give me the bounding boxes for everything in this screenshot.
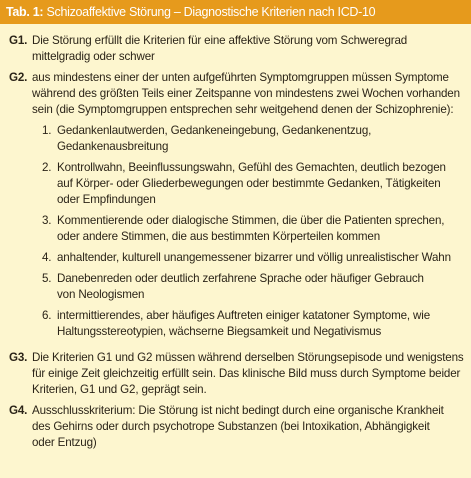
table-title-bar [0, 0, 471, 24]
text-line: oder Entzug) [32, 436, 97, 449]
item-text [57, 123, 471, 155]
text-line: Kontrollwahn, Beeinflussungswahn, Gefühl des Gemachten, deutlich bezogen [57, 161, 446, 174]
symptom-group-item [32, 308, 471, 340]
item-number: 4. [42, 251, 52, 264]
criterion-label: G3. [9, 351, 28, 364]
criteria-list [0, 24, 471, 451]
item-text [57, 160, 471, 208]
table-title: Schizoaffektive Störung – Diagnostische Kriterien nach ICD-10 [46, 5, 376, 19]
text-line: von Neologismen [57, 288, 145, 301]
criterion-g3 [9, 350, 471, 398]
text-line: aus mindestens einer der unten aufgeführten Symptomgruppen müssen Symptome [32, 71, 449, 84]
item-number: 2. [42, 161, 52, 174]
text-line: Gedankenlautwerden, Gedankeneingebung, Gedankenentzug, [57, 124, 372, 137]
text-line: Die Störung erfüllt die Kriterien für eine affektive Störung vom Schweregrad [32, 34, 408, 47]
text-line: oder Empfindungen [57, 193, 156, 206]
symptom-group-list [32, 123, 471, 340]
text-line: Ausschlusskriterium: Die Störung ist nicht bedingt durch eine organische Krankheit [32, 404, 444, 417]
text-line: Kommentierende oder dialogische Stimmen, die über die Patienten sprechen, [57, 214, 445, 227]
criterion-label: G2. [9, 71, 28, 84]
item-number: 3. [42, 214, 52, 227]
text-line: intermittierendes, aber häufiges Auftreten einiger katatoner Symptome, wie [57, 309, 430, 322]
criterion-label: G1. [9, 34, 28, 47]
text-line: oder andere Stimmen, die aus bestimmten Körperteilen kommen [57, 230, 381, 243]
item-number: 5. [42, 272, 52, 285]
item-text [57, 250, 471, 266]
criterion-text [32, 350, 471, 398]
symptom-group-item [32, 160, 471, 208]
item-text [57, 213, 471, 245]
table-number: Tab. 1: [6, 5, 44, 19]
text-line: für einige Zeit gleichzeitig erfüllt sein. Das klinische Bild muss durch Symptome beider [32, 367, 461, 380]
text-line: Die Kriterien G1 und G2 müssen während derselben Störungsepisode und wenigstens [32, 351, 464, 364]
criterion-label: G4. [9, 404, 28, 417]
criterion-g4 [9, 403, 471, 451]
item-text [57, 308, 471, 340]
text-line: Kriterien, G1 und G2, geprägt sein. [32, 383, 207, 396]
criterion-text [32, 33, 471, 65]
item-number: 6. [42, 309, 52, 322]
symptom-group-item [32, 213, 471, 245]
text-line: während des größten Teils einer Zeitspanne von mindestens zwei Wochen vorhanden [32, 87, 460, 100]
text-line: anhaltender, kulturell unangemessener bizarrer und völlig unrealistischer Wahn [57, 251, 451, 264]
symptom-group-item [32, 271, 471, 303]
criterion-text [32, 403, 471, 451]
text-line: mittelgradig oder schwer [32, 50, 155, 63]
text-line: Haltungsstereotypien, wächserne Biegsamkeit und Negativismus [57, 325, 382, 338]
text-line: auf Körper- oder Gliederbewegungen oder bestimmte Gedanken, Tätigkeiten [57, 177, 441, 190]
item-text [57, 271, 471, 303]
criterion-g2 [9, 70, 471, 345]
text-line: sein (die Symptomgruppen entsprechen sehr weitgehend denen der Schizophrenie): [32, 103, 454, 116]
text-line: Gedankenausbreitung [57, 140, 169, 153]
text-line: des Gehirns oder durch psychotrope Substanzen (bei Intoxikation, Abhängigkeit [32, 420, 430, 433]
symptom-group-item [32, 250, 471, 266]
criterion-g1 [9, 33, 471, 65]
text-line: Danebenreden oder deutlich zerfahrene Sprache oder häufiger Gebrauch [57, 272, 424, 285]
symptom-group-item [32, 123, 471, 155]
item-number: 1. [42, 124, 52, 137]
criterion-text [32, 70, 471, 345]
